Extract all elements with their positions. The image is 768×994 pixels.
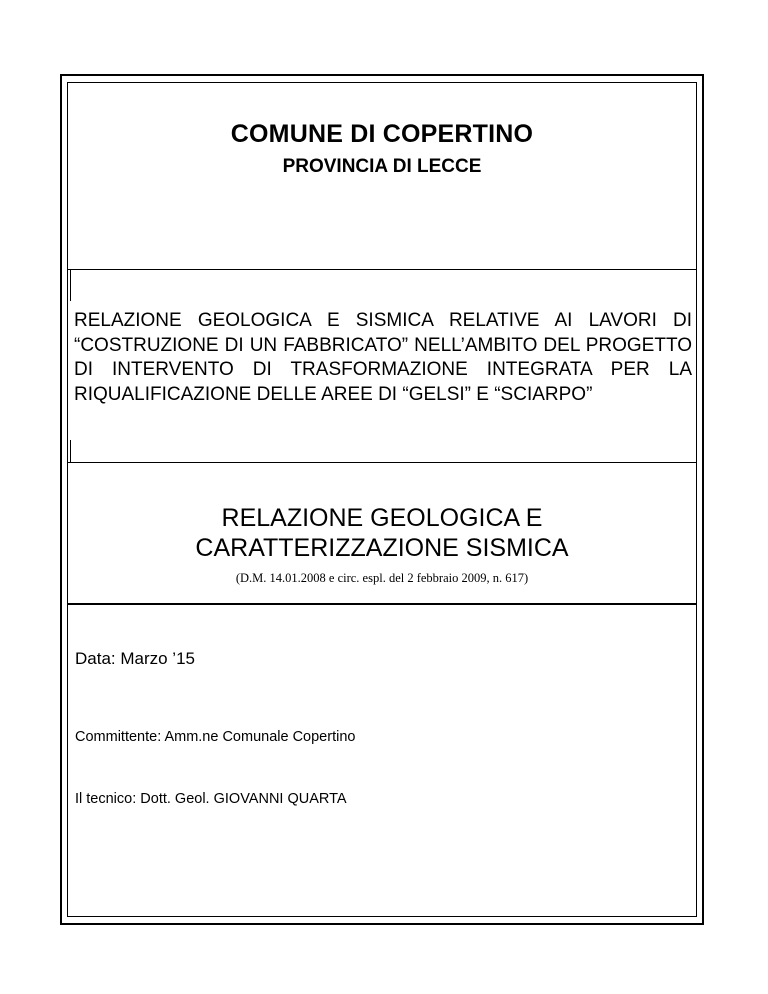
- section-divider-description: [67, 462, 697, 463]
- province-subtitle: PROVINCIA DI LECCE: [282, 156, 482, 177]
- regulation-reference: (D.M. 14.01.2008 e circ. espl. del 2 febbraio 2009, n. 617): [235, 571, 529, 585]
- report-title: [67, 503, 697, 563]
- divider-tick-left: [70, 269, 71, 301]
- project-description: RELAZIONE GEOLOGICA E SISMICA RELATIVE AI LAVORI DI “COSTRUZIONE DI UN FABBRICATO” NELL’AMBITO DEL PROGETTO DI INTERVENTO DI TRASFORMAZIONE INTEGRATA PER LA RIQUALIFICAZIONE DELLE AREE DI “GELSI” E “SCIARPO”: [74, 310, 692, 405]
- municipality-title: COMUNE DI COPERTINO: [230, 120, 534, 148]
- client-line: Committente: Amm.ne Comunale Copertino: [75, 729, 356, 745]
- report-title-line-1: RELAZIONE GEOLOGICA E: [221, 504, 543, 532]
- divider-tick-left-2: [70, 440, 71, 462]
- section-divider-report: [67, 603, 697, 605]
- date-line: Data: Marzo ’15: [75, 649, 195, 668]
- technician-line: Il tecnico: Dott. Geol. GIOVANNI QUARTA: [75, 791, 347, 807]
- section-divider-header: [67, 269, 697, 270]
- report-title-line-2: CARATTERIZZAZIONE SISMICA: [195, 534, 569, 562]
